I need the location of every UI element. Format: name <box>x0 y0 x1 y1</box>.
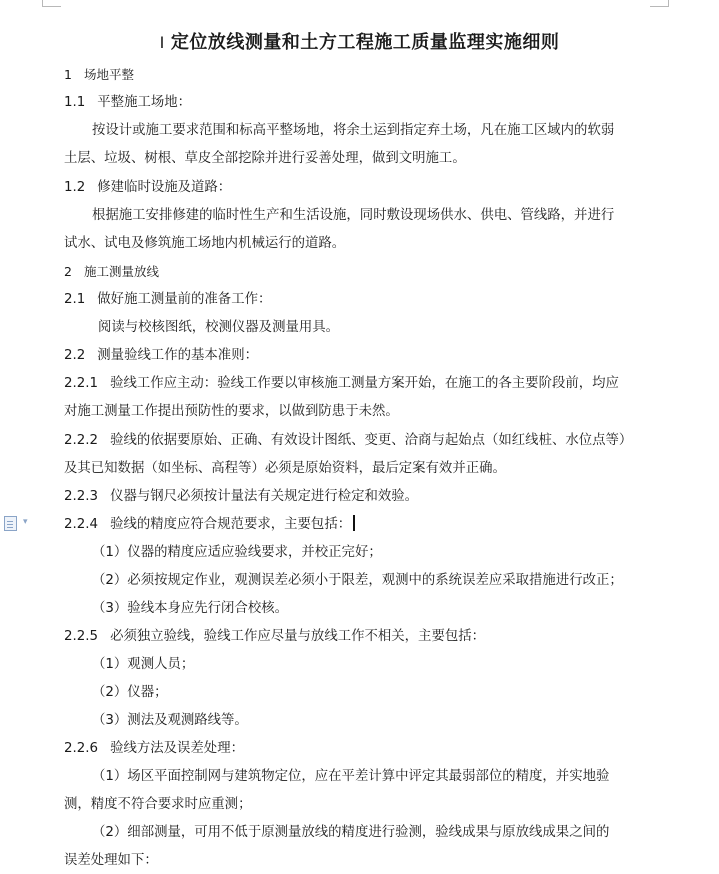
list-item[interactable]: （1）观测人员； <box>92 657 195 672</box>
text-cursor <box>353 515 355 531</box>
heading-text: 验线的依据要原始、正确、有效设计图纸、变更、洽商与起始点（如红线桩、水位点等） <box>110 433 633 448</box>
heading-number: 2 <box>64 264 72 279</box>
heading-2-2-2[interactable] <box>64 431 632 451</box>
caret-down-icon: ▾ <box>23 517 28 527</box>
list-item[interactable]: （2）仪器； <box>92 685 168 700</box>
heading-2-1[interactable] <box>64 290 271 310</box>
heading-number: 2.2.2 <box>64 433 99 448</box>
list-item[interactable]: （1）仪器的精度应适应验线要求，并校正完好； <box>92 545 382 560</box>
heading-1-2[interactable] <box>64 178 231 198</box>
heading-text: 修建临时设施及道路： <box>97 180 232 195</box>
paragraph-line[interactable]: 按设计或施工要求范围和标高平整场地，将余土运到指定弃土场，凡在施工区域内的软弱 <box>92 123 615 138</box>
heading-number: 2.1 <box>64 292 86 307</box>
heading-text: 必须独立验线，验线工作应尽量与放线工作不相关，主要包括： <box>110 629 486 644</box>
page-corner-mark-right <box>650 0 669 7</box>
heading-text: 测量验线工作的基本准则： <box>97 348 258 363</box>
list-item[interactable]: （2）细部测量，可用不低于原测量放线的精度进行验测，验线成果与原放线成果之间的 <box>92 825 610 840</box>
heading-2-2-3[interactable] <box>64 487 418 507</box>
paragraph-menu-icon[interactable] <box>4 515 34 533</box>
paragraph-line[interactable]: 土层、垃圾、树根、草皮全部挖除并进行妥善处理，做到文明施工。 <box>64 151 466 166</box>
paragraph-line[interactable]: 对施工测量工作提出预防性的要求，以做到防患于未然。 <box>64 404 399 419</box>
heading-text: 场地平整 <box>83 67 134 82</box>
title-text: 定位放线测量和土方工程施工质量监理实施细则 <box>170 32 560 53</box>
heading-number: 2.2 <box>64 348 86 363</box>
heading-2[interactable] <box>64 262 159 282</box>
heading-number: 2.2.4 <box>64 517 99 532</box>
heading-text: 施工测量放线 <box>83 264 159 279</box>
heading-2-2-5[interactable] <box>64 627 485 647</box>
page-corner-mark-left <box>42 0 61 7</box>
document-icon <box>4 516 17 531</box>
heading-2-2-6[interactable] <box>64 739 244 759</box>
paragraph-line[interactable]: 试水、试电及修筑施工场地内机械运行的道路。 <box>64 236 346 251</box>
heading-text: 验线方法及误差处理： <box>110 741 244 756</box>
heading-number: 1.2 <box>64 180 86 195</box>
heading-1[interactable] <box>64 65 134 85</box>
heading-text: 验线工作应主动：验线工作要以审核施工测量方案开始，在施工的各主要阶段前，均应 <box>110 376 619 391</box>
heading-2-2[interactable] <box>64 346 258 366</box>
list-item[interactable]: （1）场区平面控制网与建筑物定位，应在平差计算中评定其最弱部位的精度，并实地验 <box>92 769 610 784</box>
heading-number: 1.1 <box>64 95 86 110</box>
heading-text: 验线的精度应符合规范要求，主要包括： <box>110 517 352 532</box>
heading-text: 平整施工场地： <box>97 95 192 110</box>
heading-1-1[interactable] <box>64 93 191 113</box>
heading-text: 仪器与钢尺必须按计量法有关规定进行检定和效验。 <box>110 489 419 504</box>
list-item[interactable]: （3）测法及观测路线等。 <box>92 713 248 728</box>
list-item[interactable]: （3）验线本身应先行闭合校核。 <box>92 601 288 616</box>
heading-number: 2.2.6 <box>64 741 99 756</box>
heading-2-2-4[interactable] <box>64 515 355 535</box>
paragraph-line[interactable]: 测，精度不符合要求时应重测； <box>64 797 252 812</box>
paragraph-line[interactable]: 阅读与校核图纸，校测仪器及测量用具。 <box>98 320 340 335</box>
paragraph-line[interactable]: 根据施工安排修建的临时性生产和生活设施，同时敷设现场供水、供电、管线路，并进行 <box>92 208 615 223</box>
paragraph-line[interactable]: 误差处理如下： <box>64 853 158 868</box>
heading-number: 2.2.5 <box>64 629 99 644</box>
heading-number: 2.2.3 <box>64 489 99 504</box>
heading-number: 2.2.1 <box>64 376 99 391</box>
title-prefix: I <box>159 33 165 52</box>
document-title[interactable] <box>0 30 719 56</box>
list-item[interactable]: （2）必须按规定作业，观测误差必须小于限差，观测中的系统误差应采取措施进行改正； <box>92 573 623 588</box>
heading-2-2-1[interactable] <box>64 374 619 394</box>
paragraph-line[interactable]: 及其已知数据（如坐标、高程等）必须是原始资料，最后定案有效并正确。 <box>64 461 506 476</box>
heading-number: 1 <box>64 67 72 82</box>
heading-text: 做好施工测量前的准备工作： <box>97 292 272 307</box>
